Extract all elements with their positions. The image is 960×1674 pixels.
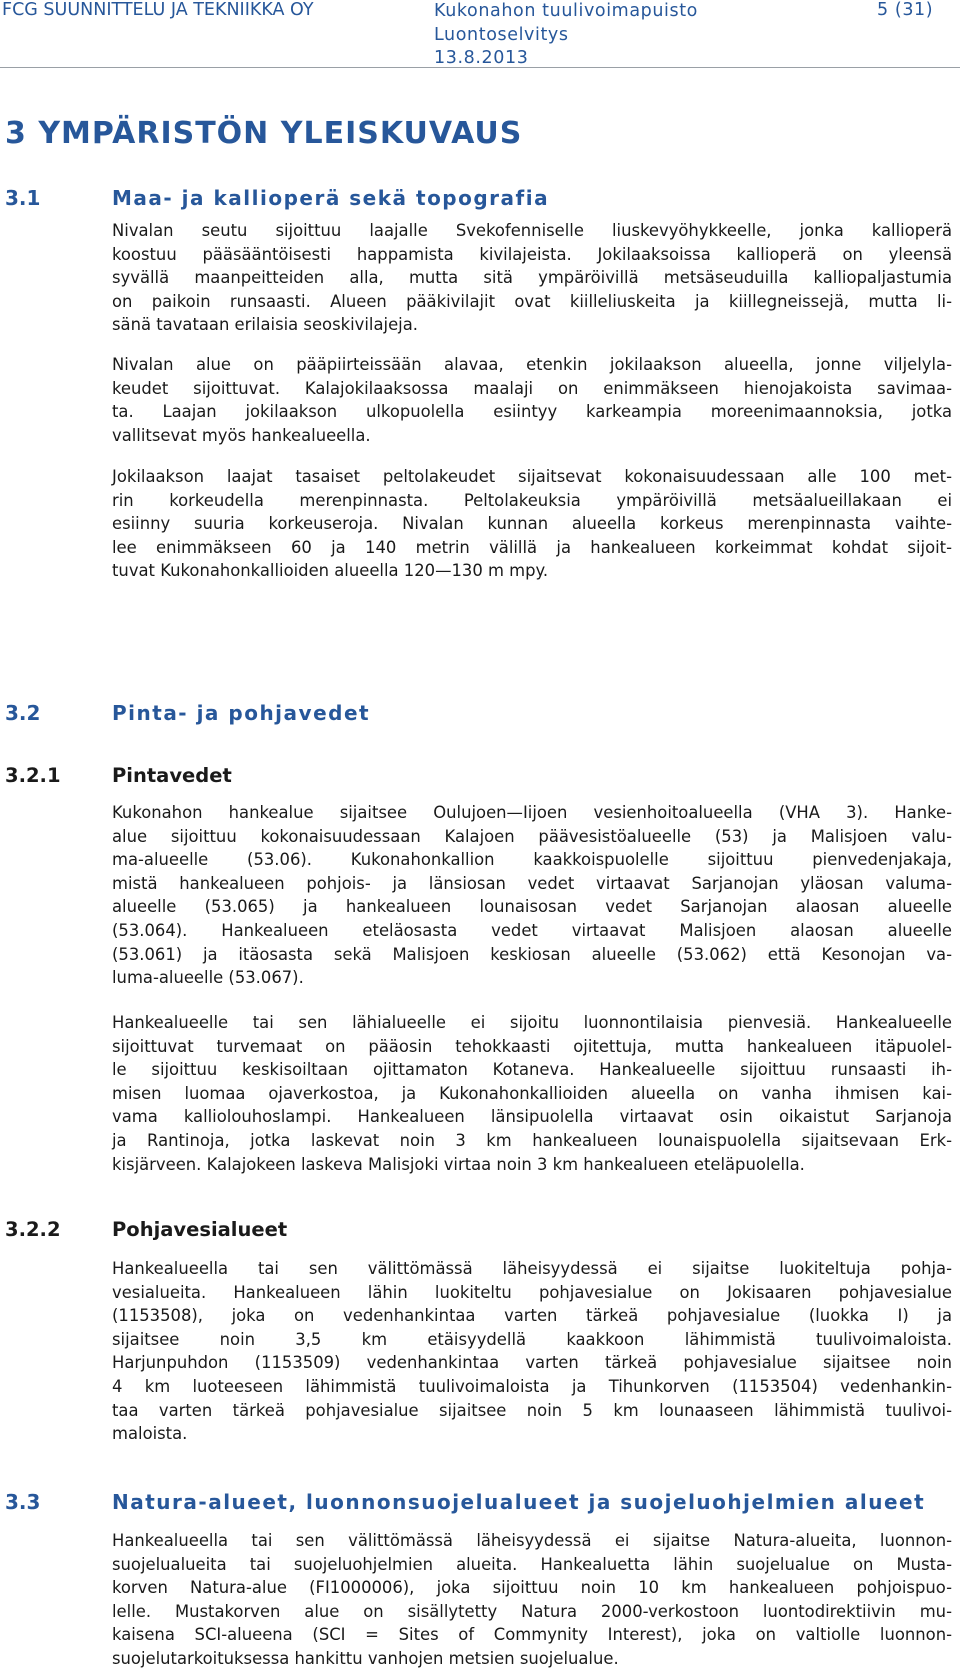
section-title: Natura-alueet, luonnonsuojelualueet ja suojeluohjelmien alueet [112, 1490, 926, 1514]
text-line: Nivalan alue on pääpiirteissään alavaa, etenkin jokilaakson alueella, jonne viljelyla- [112, 355, 952, 374]
text-line: Nivalan seutu sijoittuu laajalle Svekofenniselle liuskevyöhykkeelle, jonka kallioperä [112, 221, 952, 240]
text-line: sijoittuvat turvemaat on pääosin tehokkaasti ojitettuja, mutta hankealueen itäpuolel- [112, 1036, 952, 1056]
text-line: luma-alueelle (53.067). [112, 968, 304, 988]
text-line: (53.064). Hankealueen eteläosasta vedet virtaavat Malisjoen alaosan alueelle [112, 920, 952, 940]
text-line: sijaitsee noin 3,5 km etäisyydellä kaakkoon lähimmistä tuulivoimaloista. [112, 1329, 952, 1349]
text-line: suojelualueita tai suojeluohjelmien alueita. Hankealuetta lähin suojelualue on Musta- [112, 1554, 952, 1574]
text-line: korven Natura-alue (FI1000006), joka sijoittuu noin 10 km hankealueen pohjoispuo- [112, 1578, 952, 1598]
text-line: syvällä maanpeitteiden alla, mutta sitä ympäröivillä metsäseuduilla kalliopaljastumia [112, 268, 952, 288]
paragraph [112, 1257, 952, 1446]
text-line: ta. Laajan jokilaakson ulkopuolella esiintyy karkeampia moreenimaannoksia, jotka [112, 402, 952, 422]
page-number: 5 (31) [877, 0, 934, 20]
text-line: kaisena SCI-alueena (SCI = Sites of Commynity Interest), joka on valtiolle luonnon- [112, 1625, 952, 1645]
section-title: Pinta- ja pohjavedet [112, 701, 371, 725]
text-line: vallitsevat myös hankealueella. [112, 425, 371, 445]
company-name: FCG SUUNNITTELU JA TEKNIIKKA OY [2, 0, 314, 20]
text-line: misen luomaa ojaverkostoa, ja Kukonahonkallioiden alueella on vanha ihmisen kai- [112, 1083, 952, 1103]
text-line: tuvat Kukonahonkallioiden alueella 120—130 m mpy. [112, 561, 549, 581]
text-line: Hankealueelle tai sen lähialueelle ei sijoitu luonnontilaisia pienvesiä. Hankealueelle [112, 1013, 952, 1032]
header-divider [0, 67, 960, 68]
text-line: ja Rantinoja, jotka laskevat noin 3 km hankealueen lounaispuolella sijaitsevaan Erk- [112, 1130, 952, 1150]
section-number: 3.3 [5, 1490, 41, 1514]
section-number: 3.2.1 [5, 764, 61, 787]
text-line: kisjärveen. Kalajokeen laskeva Malisjoki virtaa noin 3 km hankealueen eteläpuolella. [112, 1154, 805, 1174]
paragraph [112, 353, 952, 447]
text-line: esiinny suuria korkeuseroja. Nivalan kunnan alueella korkeus merenpinnasta vaihte- [112, 514, 952, 534]
document-title-block [434, 0, 698, 71]
text-line: alue sijoittuu kokonaisuudessaan Kalajoen päävesistöalueelle (53) ja Malisjoen valu- [112, 826, 952, 846]
text-line: Hankealueella tai sen välittömässä läheisyydessä ei sijaitse Natura-alueita, luonnon- [112, 1531, 952, 1550]
text-line: sänä tavataan erilaisia seoskivilajeja. [112, 315, 418, 335]
text-line: Kukonahon hankealue sijaitsee Oulujoen—Iijoen vesienhoitoalueella (VHA 3). Hanke- [112, 803, 952, 822]
text-line: vama kalliolouhoslampi. Hankealueen länsipuolella virtaavat osin oikaistut Sarjanoja [112, 1107, 952, 1127]
text-line: Harjunpuhdon (1153509) vedenhankintaa varten tärkeä pohjavesialue sijaitsee noin [112, 1353, 952, 1373]
document-date: 13.8.2013 [434, 48, 529, 68]
paragraph [112, 1529, 952, 1671]
text-line: Jokilaakson laajat tasaiset peltolakeudet sijaitsevat kokonaisuudessaan alle 100 met- [112, 467, 952, 486]
section-title: Pintavedet [112, 764, 232, 787]
text-line: taa varten tärkeä pohjavesialue sijaitsee noin 5 km lounaaseen lähimmistä tuulivoi- [112, 1400, 952, 1420]
project-name: Kukonahon tuulivoimapuisto [434, 1, 698, 21]
paragraph [112, 465, 952, 583]
document-type: Luontoselvitys [434, 24, 569, 45]
text-line: koostuu pääsääntöisesti happamista kivilajeista. Jokilaaksoissa kallioperä on yleensä [112, 244, 952, 264]
text-line: lelle. Mustakorven alue on sisällytetty Natura 2000-verkostoon luontodirektiivin mu- [112, 1601, 952, 1621]
text-line: ma-alueelle (53.06). Kukonahonkallion kaakkoispuolelle sijoittuu pienvedenjakaja, [112, 850, 952, 870]
section-3-heading: 3 YMPÄRISTÖN YLEISKUVAUS [5, 116, 523, 151]
section-title: Maa- ja kallioperä sekä topografia [112, 186, 550, 210]
page-header [0, 0, 960, 70]
text-line: rin korkeudella merenpinnasta. Peltolakeuksia ympäröivillä metsäalueillakaan ei [112, 490, 952, 510]
paragraph [112, 219, 952, 337]
text-line: lee enimmäkseen 60 ja 140 metrin välillä ja hankealueen korkeimmat kohdat sijoit- [112, 537, 952, 557]
text-line: (1153508), joka on vedenhankintaa varten tärkeä pohjavesialue (luokka I) ja [112, 1306, 952, 1326]
section-number: 3.2.2 [5, 1218, 61, 1241]
text-line: vesialueita. Hankealueen lähin luokiteltu pohjavesialue on Jokisaaren pohjavesialue [112, 1282, 952, 1302]
paragraph [112, 801, 952, 990]
section-title: Pohjavesialueet [112, 1218, 288, 1241]
text-line: suojelutarkoituksessa hankittu vanhojen metsien suojelualue. [112, 1648, 619, 1668]
section-number: 3.1 [5, 186, 41, 210]
text-line: alueelle (53.065) ja hankealueen lounaisosan vedet Sarjanojan alaosan alueelle [112, 897, 952, 917]
paragraph [112, 1011, 952, 1176]
text-line: Hankealueella tai sen välittömässä läheisyydessä ei sijaitse luokiteltuja pohja- [112, 1259, 952, 1278]
text-line: le sijoittuu keskisoiltaan ojittamaton Kotaneva. Hankealueelle sijoittuu runsaasti ih- [112, 1060, 952, 1080]
text-line: on paikoin runsaasti. Alueen pääkivilajit ovat kiilleliuskeita ja kiillegneissejä, mutta li- [112, 291, 952, 311]
text-line: keudet sijoittuvat. Kalajokilaaksossa maalaji on enimmäkseen hienojakoista savimaa- [112, 378, 952, 398]
text-line: (53.061) ja itäosasta sekä Malisjoen keskiosan alueelle (53.062) että Kesonojan va- [112, 944, 952, 964]
section-number: 3.2 [5, 701, 41, 725]
text-line: 4 km luoteeseen lähimmistä tuulivoimaloista ja Tihunkorven (1153504) vedenhankin- [112, 1376, 952, 1396]
text-line: maloista. [112, 1424, 188, 1444]
text-line: mistä hankealueen pohjois- ja länsiosan vedet virtaavat Sarjanojan yläosan valuma- [112, 873, 952, 893]
